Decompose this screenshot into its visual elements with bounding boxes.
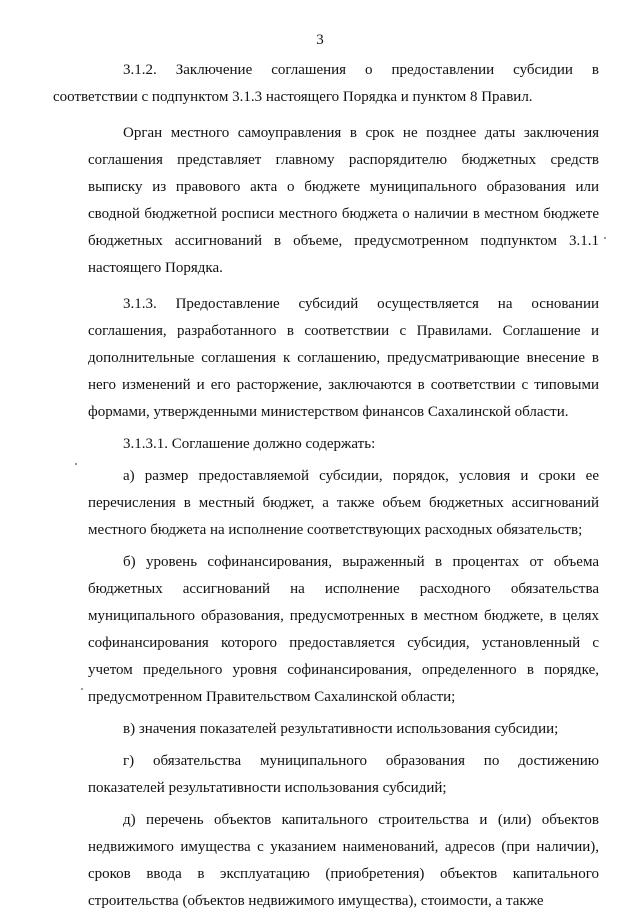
paragraph-3-1-2-rest: соответствии с подпунктом 3.1.3 настоящего Порядка и пунктом 8 Правил. (53, 89, 533, 105)
scan-speck (604, 237, 606, 239)
paragraph-item-v: в) значения показателей результативности использования субсидии; (123, 721, 559, 737)
document-body (53, 57, 599, 915)
page-number: 3 (316, 32, 324, 48)
scan-speck (81, 688, 83, 690)
paragraph-local-government: Орган местного самоуправления в срок не позднее даты заключения соглашения представляет главному распорядителю бюджетных средств выписку из правового акта о бюджете муниципального образования или сводной бюджетной росписи местного бюджета о наличии в местном бюджете бюджетных ассигнований в объеме, предусмотренном подпунктом 3.1.1 настоящего Порядка. (88, 125, 599, 276)
paragraph-item-a: а) размер предоставляемой субсидии, порядок, условия и сроки ее перечисления в местный бюджет, а также объем бюджетных ассигнований местного бюджета на исполнение соответствующих расходных обязательств; (88, 468, 599, 538)
paragraph-3-1-3-1: 3.1.3.1. Соглашение должно содержать: (123, 436, 376, 452)
paragraph-3-1-3: 3.1.3. Предоставление субсидий осуществляется на основании соглашения, разработанного в соответствии с Правилами. Соглашение и дополнительные соглашения к соглашению, предусматривающие внесение в него изменений и его расторжение, заключаются в соответствии с типовыми формами, утвержденными министерством финансов Сахалинской области. (88, 296, 599, 420)
paragraph-3-1-2-first-line: 3.1.2. Заключение соглашения о предоставлении субсидии в (123, 62, 599, 78)
paragraph-item-g: г) обязательства муниципального образования по достижению показателей результативности использования субсидий; (88, 753, 599, 796)
paragraph-item-b: б) уровень софинансирования, выраженный в процентах от объема бюджетных ассигнований на исполнение расходного обязательства муниципального образования, предусмотренных в местном бюджете, в целях софинансирования которого предоставляется субсидия, установленный с учетом предельного уровня софинансирования, определенного в порядке, предусмотренном Правительством Сахалинской области; (88, 554, 599, 705)
paragraph-3-1-2 (53, 57, 599, 111)
paragraph-item-d: д) перечень объектов капитального строительства и (или) объектов недвижимого имущества с указанием наименований, адресов (при наличии), сроков ввода в эксплуатацию (приобретения) объектов капитального строительства (объектов недвижимого имущества), стоимости, а также (88, 812, 599, 909)
scan-speck (75, 463, 77, 465)
